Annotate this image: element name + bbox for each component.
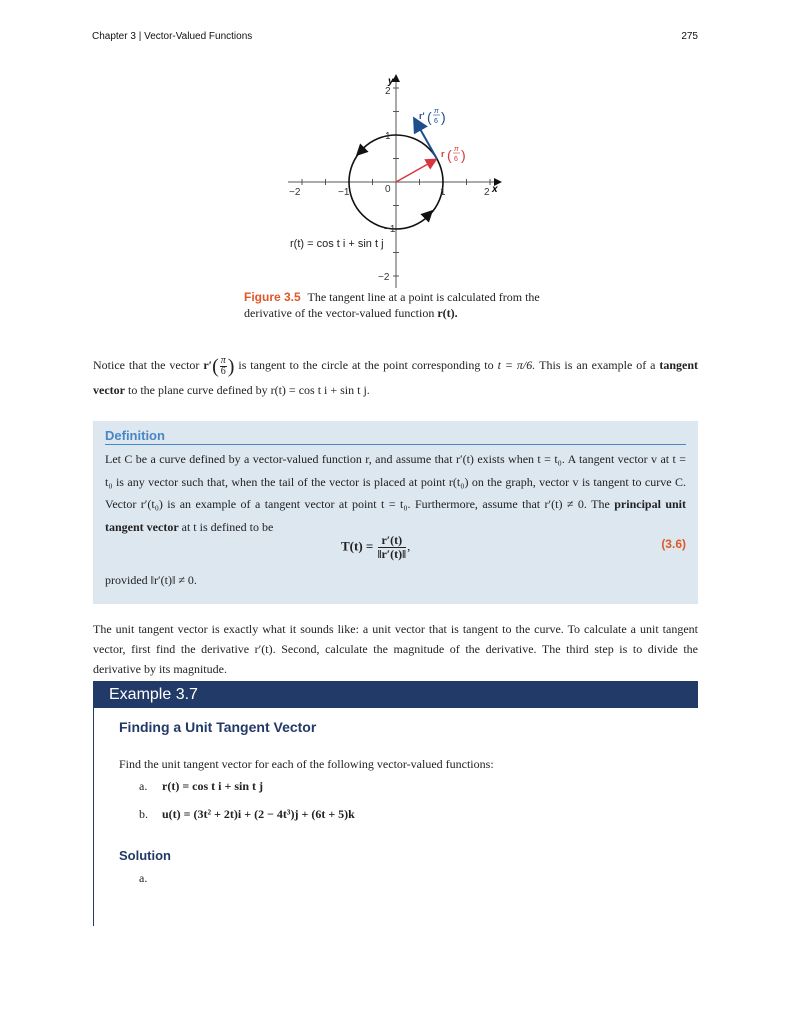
svg-text:π: π xyxy=(434,108,439,115)
example-prompt: Find the unit tangent vector for each of the following vector-valued functions: xyxy=(119,757,494,771)
example-3-7 xyxy=(93,681,698,926)
r-prime-vector xyxy=(415,120,437,159)
y-tick-label-1: 1 xyxy=(385,131,391,142)
x-tick-label-neg2: −2 xyxy=(289,187,301,198)
para1-text: to the plane curve defined by xyxy=(127,383,268,397)
svg-text:(: ( xyxy=(447,147,452,163)
para1-curve-equation: r(t) = cos t i + sin t j. xyxy=(270,383,370,397)
origin-label: 0 xyxy=(385,184,391,195)
unit-tangent-paragraph: The unit tangent vector is exactly what it sounds like: a unit vector that is tangent to the curve. To calculate a unit tangent vector, first find the derivative r′(t). Second, calculate the magnitude of the derivative. The third step is to divide the derivative by its magnitude. xyxy=(93,622,698,676)
curve-equation-label: r(t) = cos t i + sin t j xyxy=(290,238,384,250)
term-principal-unit-tangent: principal unit tangent vector xyxy=(105,497,687,534)
pi-over-6: $\frac{\pi}{6}$ xyxy=(220,354,226,377)
svg-text:): ) xyxy=(441,109,446,125)
caption-math: r(t). xyxy=(437,306,458,320)
y-axis-label: y xyxy=(388,76,394,87)
caption-text: The tangent line at a point is calculated from the derivative of the vector-valued function xyxy=(244,290,540,320)
svg-text:π: π xyxy=(454,146,459,153)
definition-text: Let C be a curve defined by a vector-valued function r, and assume that r′(t) exists when t = t₀. A tangent vector v at t = t₀ is any vector such that, when the tail of the vector is placed at point r(t₀) on the graph, vector v is tangent to curve C. Vector r′(t₀) is an example of a tangent vector at point t = t₀. Furthermore, assume that r′(t) ≠ 0. The principal unit tangent vector at t is defined to be xyxy=(105,452,687,534)
svg-text:(: ( xyxy=(427,109,432,125)
r-vector xyxy=(396,160,435,182)
figure-label: Figure 3.5 xyxy=(244,290,301,304)
y-tick-label-2: 2 xyxy=(385,86,391,97)
example-left-rule xyxy=(93,708,94,926)
r-label xyxy=(441,146,466,163)
example-title: Finding a Unit Tangent Vector xyxy=(119,719,317,735)
svg-text:6: 6 xyxy=(454,156,458,163)
definition-condition: provided ‖r′(t)‖ ≠ 0. xyxy=(105,573,197,587)
para1-text: This is an example of a xyxy=(539,358,656,372)
figure-3-5 xyxy=(280,70,510,290)
x-axis-label: x xyxy=(492,184,498,195)
svg-text:6: 6 xyxy=(434,118,438,125)
solution-heading: Solution xyxy=(119,848,171,863)
unit-circle-plot xyxy=(280,70,510,290)
term-tangent-vector: tangent vector xyxy=(93,358,699,397)
page-number: 275 xyxy=(681,31,698,42)
y-tick-label-neg2: −2 xyxy=(378,272,390,283)
unit-tangent-formula: T(t) = $\frac{r'(t)}{‖r'(t)‖}$ , xyxy=(341,533,411,561)
x-tick-label-2: 2 xyxy=(484,187,490,198)
orientation-arrow-upper xyxy=(358,148,364,154)
x-tick-label-neg1: −1 xyxy=(338,187,350,198)
svg-text:r: r xyxy=(441,149,445,159)
x-tick-label-1: 1 xyxy=(440,187,446,198)
chapter-header: Chapter 3 | Vector-Valued Functions xyxy=(92,31,253,42)
definition-title: Definition xyxy=(105,428,686,445)
svg-text:r': r' xyxy=(419,111,425,121)
r-prime-label xyxy=(419,108,446,125)
solution-part-a: a. xyxy=(139,871,148,885)
para1-text: is tangent to the circle at the point corresponding to xyxy=(238,358,494,372)
figure-caption xyxy=(244,289,554,321)
example-item-a: a. r(t) = cos t i + sin t j xyxy=(139,779,263,793)
equation-number: (3.6) xyxy=(661,537,686,551)
svg-text:): ) xyxy=(461,147,466,163)
definition-box xyxy=(93,421,698,604)
para1-vector: r′ xyxy=(203,358,213,372)
para1-equation: t = π/6. xyxy=(497,358,536,372)
example-item-b: b. u(t) = (3t² + 2t)i + (2 − 4t³)j + (6t + 5)k xyxy=(139,807,355,821)
example-header: Example 3.7 xyxy=(93,681,698,708)
y-tick-label-neg1: −1 xyxy=(384,224,396,235)
tangent-paragraph: Notice that the vector r′( $\frac{\pi}{6}$ ) is tangent to the circle at the point corresponding to t = π/6. This is an example of a tangent vector to the plane curve defined by r(t) = cos t i + sin t j. xyxy=(93,354,699,397)
para1-text: Notice that the vector xyxy=(93,358,200,372)
